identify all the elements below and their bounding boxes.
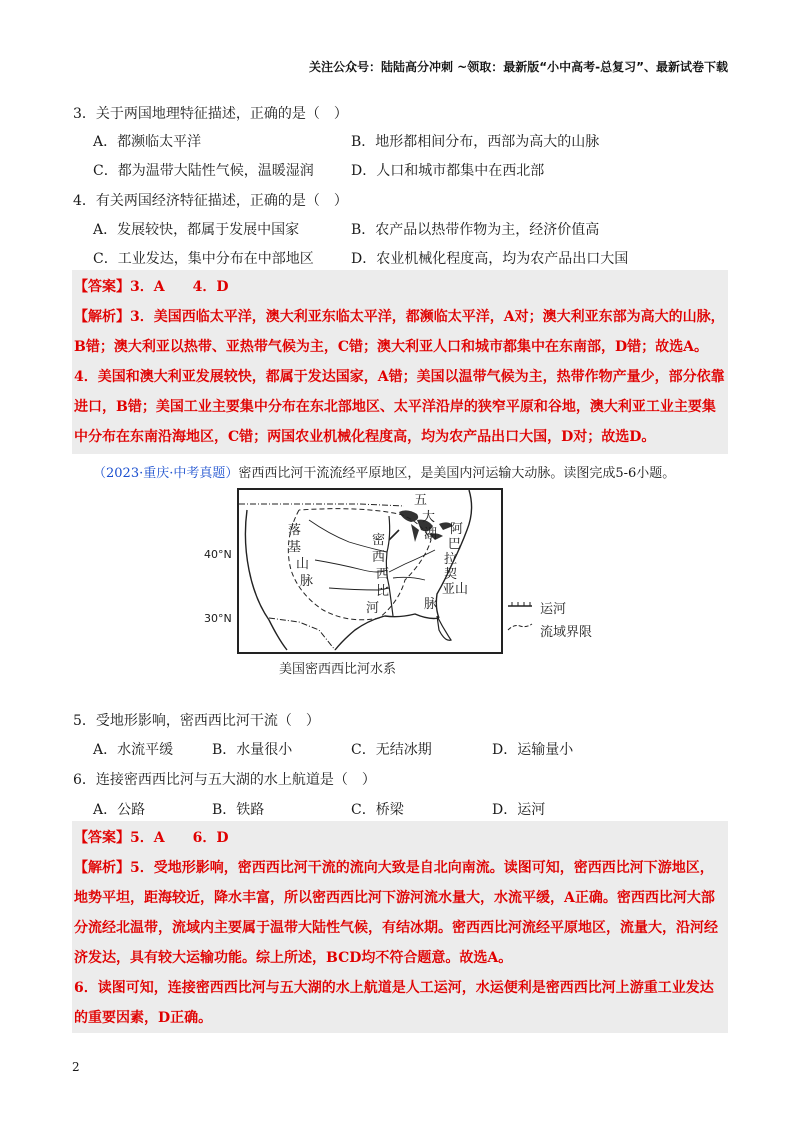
map-label-char: 山	[455, 582, 469, 597]
q4-option-a: A．发展较快，都属于发展中国家	[93, 222, 300, 238]
rocky-mountains-label	[288, 522, 313, 590]
answer-block-1	[72, 270, 728, 454]
map-label-char: 密	[372, 533, 386, 548]
map-caption: 美国密西西比河水系	[279, 662, 397, 677]
q4-option-b: B．农产品以热带作物为主，经济价值高	[351, 222, 600, 238]
great-lakes-label	[414, 492, 437, 543]
legend-canal: 运河	[540, 602, 567, 617]
map-label-char: 五	[414, 493, 428, 508]
latitude-40-label: 40°N	[204, 548, 232, 561]
section-intro	[93, 462, 675, 481]
q6-option-b: B．铁路	[212, 802, 265, 818]
analysis-line: 济发达，具有较大运输功能。综上所述，BCD均不符合题意。故选A。	[74, 950, 513, 966]
q4-option-d: D．农业机械化程度高，均为农产品出口大国	[351, 251, 629, 267]
analysis-line: 进口，B错；美国工业主要集中分布在东北部地区、太平洋沿岸的狭窄平原和谷地，澳大利亚工业主要集	[74, 399, 716, 415]
map-label-char: 巴	[448, 537, 462, 552]
q3-option-a: A．都濒临太平洋	[93, 134, 202, 150]
map-label-char: 亚	[442, 582, 456, 597]
answer-tag: 【答案】	[74, 830, 130, 846]
analysis-line: 的重要因素，D正确。	[74, 1010, 213, 1026]
q6-option-c: C．桥梁	[351, 802, 404, 818]
q5-option-d: D．运输量小	[492, 742, 574, 758]
map-label-char: 基	[288, 540, 302, 555]
map-label-char: 拉	[444, 552, 458, 567]
appalachian-label	[424, 522, 469, 612]
q5-option-b: B．水量很小	[212, 742, 293, 758]
map-label-char: 大	[422, 510, 436, 525]
question-4-stem: 4．有关两国经济特征描述，正确的是（ ）	[73, 193, 348, 209]
answer-tag: 【答案】	[74, 279, 130, 295]
map-label-char: 落	[288, 523, 302, 538]
q6-option-a: A．公路	[93, 802, 146, 818]
q3-option-d: D．人口和城市都集中在西北部	[351, 163, 545, 179]
map-label-char: 山	[296, 557, 310, 572]
question-5-stem: 5．受地形影响，密西西比河干流（ ）	[73, 713, 320, 729]
q3-option-b: B．地形都相间分布，西部为高大的山脉	[351, 134, 600, 150]
map-label-char: 脉	[424, 597, 438, 612]
page-header: 关注公众号：陆陆高分冲刺 ~领取：最新版“小中高考-总复习”、最新试卷下载	[309, 60, 728, 74]
analysis-line: 中分布在东南沿海地区，C错；两国农业机械化程度高，均为农产品出口大国，D对；故选D。	[74, 429, 656, 445]
answer-text: 5．A 6．D	[130, 830, 229, 846]
answer-text: 3．A 4．D	[130, 279, 229, 295]
q5-option-a: A．水流平缓	[93, 742, 174, 758]
analysis-line: 3．美国西临太平洋，澳大利亚东临太平洋，都濒临太平洋，A对；澳大利亚东部为高大的山脉，	[130, 309, 725, 325]
legend-basin-boundary: 流域界限	[540, 625, 593, 640]
map-label-char: 比	[376, 584, 390, 599]
map-label-char: 西	[376, 567, 390, 582]
latitude-30-label: 30°N	[204, 612, 232, 625]
analysis-line: B错；澳大利亚以热带、亚热带气候为主，C错；澳大利亚人口和城市都集中在东南部，D错；故选A。	[74, 339, 708, 355]
map-label-char: 契	[444, 567, 458, 582]
map-label-char: 湖	[424, 527, 438, 542]
q4-option-c: C．工业发达，集中分布在中部地区	[93, 251, 314, 267]
mississippi-label	[366, 532, 390, 617]
question-3-stem: 3．关于两国地理特征描述，正确的是（ ）	[73, 106, 348, 122]
question-6-stem: 6．连接密西西比河与五大湖的水上航道是（ ）	[73, 772, 376, 788]
map-label-char: 脉	[300, 574, 314, 589]
mississippi-map-figure	[204, 488, 594, 680]
source-tag: （2023·重庆·中考真题）	[93, 466, 239, 481]
analysis-line: 6．读图可知，连接密西西比河与五大湖的水上航道是人工运河，水运便利是密西西比河上游重工业发达	[74, 980, 714, 996]
intro-text: 密西西比河干流流经平原地区，是美国内河运输大动脉。读图完成5-6小题。	[238, 466, 676, 481]
q6-option-d: D．运河	[492, 802, 546, 818]
map-label-char: 西	[372, 550, 386, 565]
page-number: 2	[72, 1060, 80, 1074]
analysis-line: 4．美国和澳大利亚发展较快，都属于发达国家，A错；美国以温带气候为主，热带作物产量少，部分依靠	[74, 369, 725, 385]
q5-option-c: C．无结冰期	[351, 742, 432, 758]
analysis-tag: 【解析】	[74, 309, 130, 325]
analysis-line: 分流经北温带，流域内主要属于温带大陆性气候，有结冰期。密西西比河流经平原地区，流量大，沿河经	[74, 920, 718, 936]
map-label-char: 河	[366, 601, 380, 616]
map-label-char: 阿	[450, 522, 464, 537]
analysis-line: 地势平坦，距海较近，降水丰富，所以密西西比河下游河流水量大，水流平缓，A正确。密西西比河大部	[74, 890, 715, 906]
legend-symbols	[506, 600, 536, 640]
q3-option-c: C．都为温带大陆性气候，温暖湿润	[93, 163, 314, 179]
answer-block-2	[72, 821, 728, 1033]
analysis-line: 5．受地形影响，密西西比河干流的流向大致是自北向南流。读图可知，密西西比河下游地区，	[130, 860, 714, 876]
analysis-tag: 【解析】	[74, 860, 130, 876]
